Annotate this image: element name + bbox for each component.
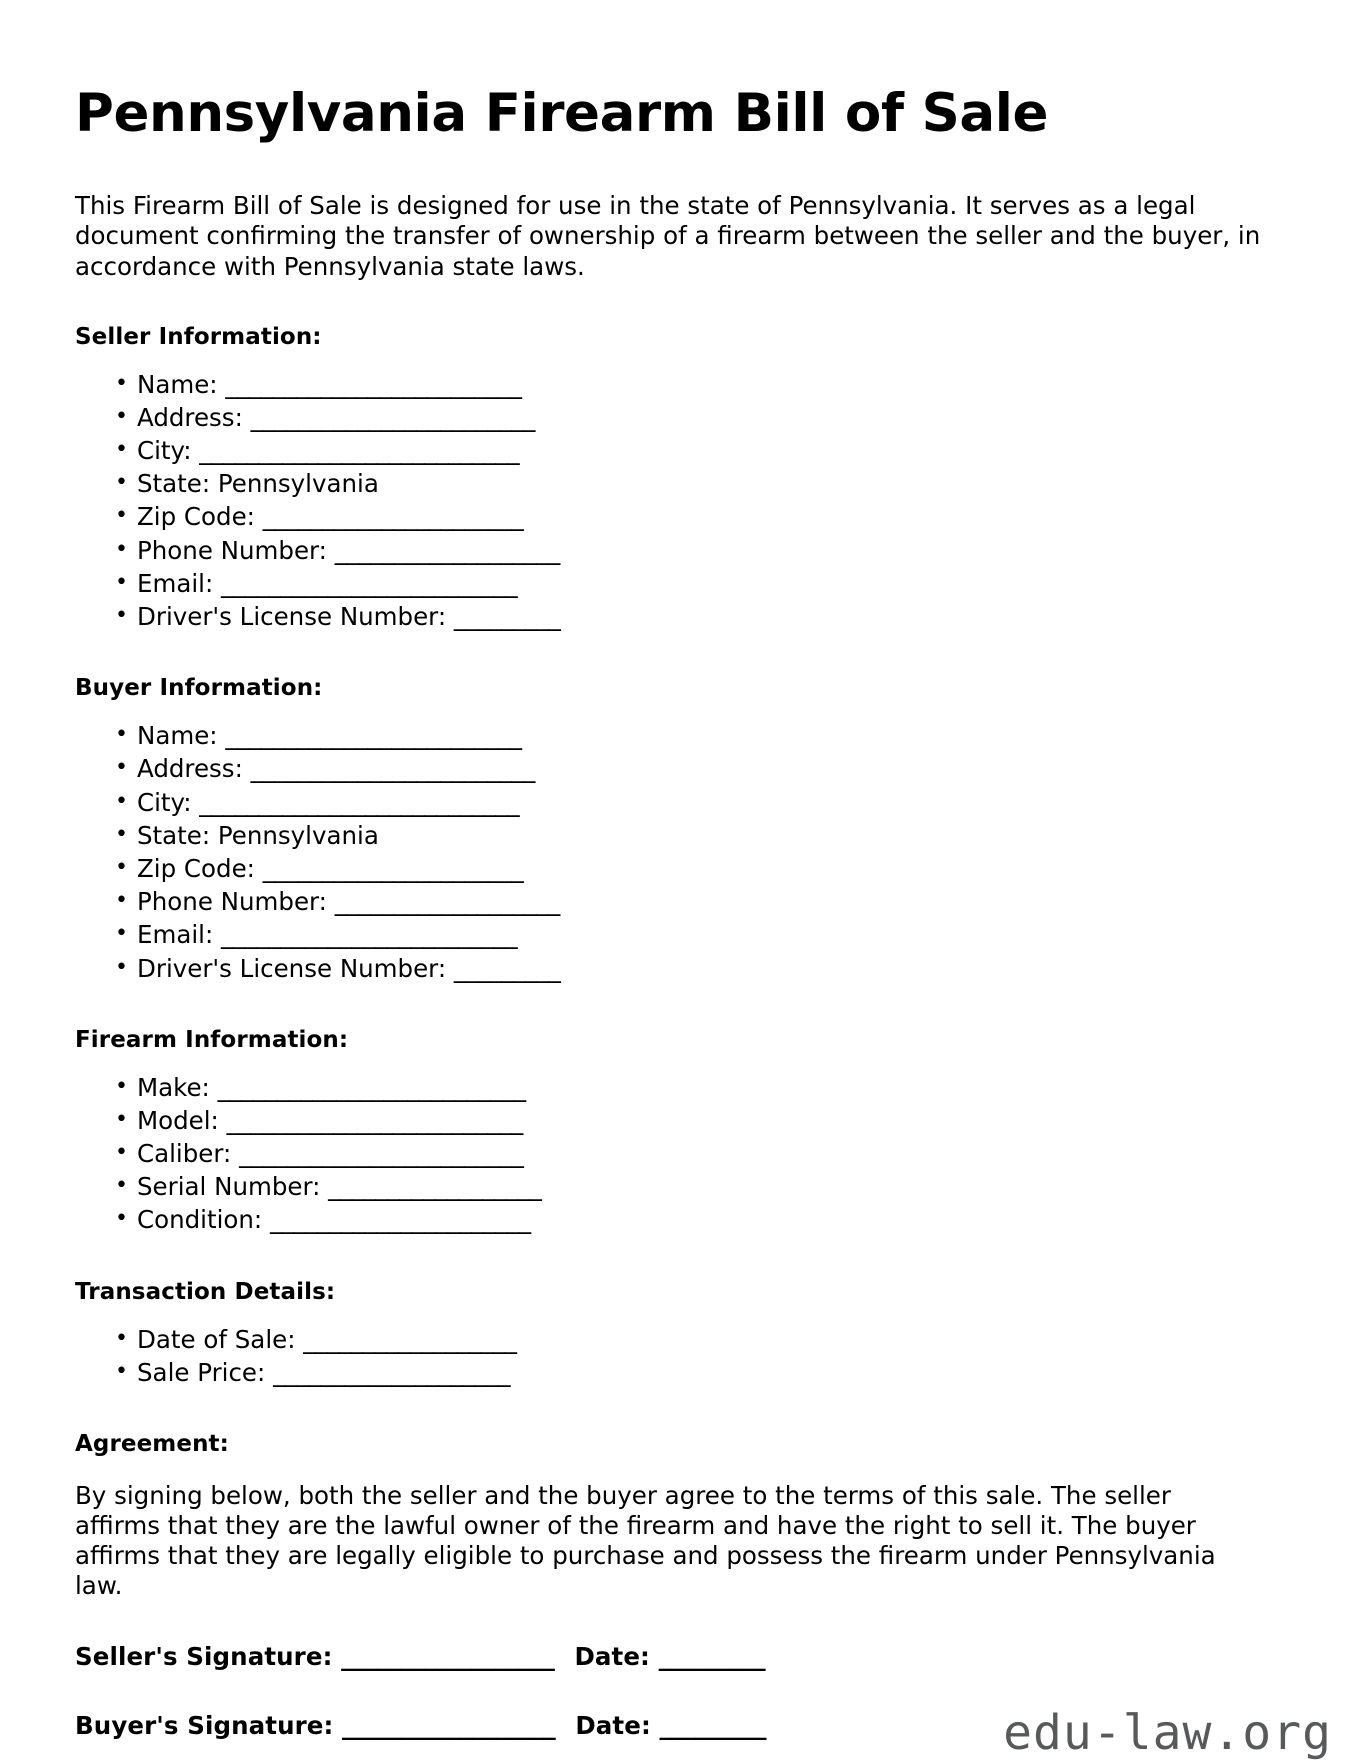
list-item	[75, 918, 1287, 951]
field-blank[interactable]: _________	[453, 953, 561, 983]
agreement-heading: Agreement:	[75, 1431, 229, 1458]
list-item	[75, 600, 1287, 633]
list-item	[75, 368, 1287, 401]
field-label: Serial Number:	[137, 1172, 321, 1202]
field-blank[interactable]: _________________________	[225, 721, 522, 751]
field-blank[interactable]: _________________________	[225, 369, 522, 399]
field-blank[interactable]: ___________________	[334, 887, 560, 917]
list-item	[75, 1203, 1287, 1236]
intro-paragraph: This Firearm Bill of Sale is designed for use in the state of Pennsylvania. It serves as a legal document confirming the transfer of ownership of a firearm between the seller and the buyer, in accordance with Pennsylvania state laws.	[75, 191, 1261, 281]
field-blank[interactable]: _________________________	[221, 568, 518, 598]
list-item	[75, 752, 1287, 785]
field-blank[interactable]: ______________________	[269, 1205, 531, 1235]
list-item	[75, 1356, 1287, 1389]
field-blank[interactable]: ________________________	[250, 754, 536, 784]
list-item	[75, 852, 1287, 885]
field-label: Address:	[137, 754, 243, 784]
transaction-details-heading: Transaction Details:	[75, 1278, 336, 1305]
field-blank[interactable]: ____________________	[273, 1357, 511, 1387]
field-blank[interactable]: ______________________	[262, 853, 524, 883]
list-item	[75, 534, 1287, 567]
field-blank[interactable]: _________________________	[226, 1105, 523, 1135]
site-watermark: edu-law.org	[1003, 1705, 1332, 1761]
list-item	[75, 1323, 1287, 1356]
field-blank[interactable]: ______________________	[262, 502, 524, 532]
field-label: Email:	[137, 568, 214, 598]
transaction-field-list	[75, 1323, 1287, 1389]
field-label: Caliber:	[137, 1139, 232, 1169]
list-item	[75, 401, 1287, 434]
field-label: Phone Number:	[137, 887, 327, 917]
field-label: City:	[137, 436, 192, 466]
field-blank[interactable]: ___________________________	[199, 787, 520, 817]
list-item	[75, 819, 1287, 852]
field-blank[interactable]: __________________	[328, 1172, 542, 1202]
field-label: Model:	[137, 1105, 219, 1135]
list-item	[75, 719, 1287, 752]
field-label: City:	[137, 787, 192, 817]
field-label: Phone Number:	[137, 535, 327, 565]
list-item	[75, 952, 1287, 985]
list-item	[75, 500, 1287, 533]
seller-signature-label: Seller's Signature:	[75, 1641, 333, 1671]
field-label: Sale Price:	[137, 1357, 266, 1387]
field-label: Zip Code:	[137, 502, 255, 532]
field-label: Driver's License Number:	[137, 602, 447, 632]
field-label: Date of Sale:	[137, 1324, 296, 1354]
buyer-signature-blank[interactable]: __________________	[342, 1710, 556, 1740]
list-item	[75, 567, 1287, 600]
list-item	[75, 1170, 1287, 1203]
field-blank[interactable]: ________________________	[239, 1139, 524, 1169]
agreement-paragraph: By signing below, both the seller and the buyer agree to the terms of this sale. The seller affirms that they are the lawful owner of the firearm and have the right to sell it. The buyer affirms that they are legally eligible to purchase and possess the firearm under Pennsylvania law.	[75, 1481, 1216, 1601]
seller-information-heading: Seller Information:	[75, 323, 322, 350]
firearm-field-list	[75, 1071, 1287, 1237]
firearm-information-heading: Firearm Information:	[75, 1026, 349, 1053]
field-label: Email:	[137, 920, 214, 950]
seller-field-list	[75, 368, 1287, 634]
field-label: Condition:	[137, 1205, 263, 1235]
field-blank[interactable]: ___________________	[334, 535, 560, 565]
field-blank[interactable]: _________________________	[221, 920, 518, 950]
field-blank[interactable]: ________________________	[250, 402, 536, 432]
field-label: State: Pennsylvania	[137, 820, 379, 850]
buyer-signature-label: Buyer's Signature:	[75, 1710, 334, 1740]
list-item	[75, 885, 1287, 918]
field-label: Make:	[137, 1072, 210, 1102]
buyer-date-blank[interactable]: _________	[659, 1710, 767, 1740]
list-item	[75, 1104, 1287, 1137]
buyer-date-label: Date:	[575, 1710, 651, 1740]
buyer-field-list	[75, 719, 1287, 985]
list-item	[75, 467, 1287, 500]
seller-signature-blank[interactable]: __________________	[341, 1641, 555, 1671]
field-label: Driver's License Number:	[137, 953, 447, 983]
seller-date-blank[interactable]: _________	[658, 1641, 766, 1671]
field-label: Name:	[137, 369, 218, 399]
field-label: State: Pennsylvania	[137, 469, 379, 499]
buyer-information-heading: Buyer Information:	[75, 675, 323, 702]
field-blank[interactable]: _________	[453, 602, 561, 632]
field-label: Name:	[137, 721, 218, 751]
list-item	[75, 786, 1287, 819]
list-item	[75, 1071, 1287, 1104]
seller-date-label: Date:	[574, 1641, 650, 1671]
field-label: Address:	[137, 402, 243, 432]
list-item	[75, 434, 1287, 467]
field-label: Zip Code:	[137, 853, 255, 883]
field-blank[interactable]: __________________	[303, 1324, 517, 1354]
page-title: Pennsylvania Firearm Bill of Sale	[75, 83, 1049, 144]
seller-signature-row	[75, 1642, 1287, 1671]
field-blank[interactable]: __________________________	[217, 1072, 526, 1102]
field-blank[interactable]: ___________________________	[199, 436, 520, 466]
list-item	[75, 1137, 1287, 1170]
